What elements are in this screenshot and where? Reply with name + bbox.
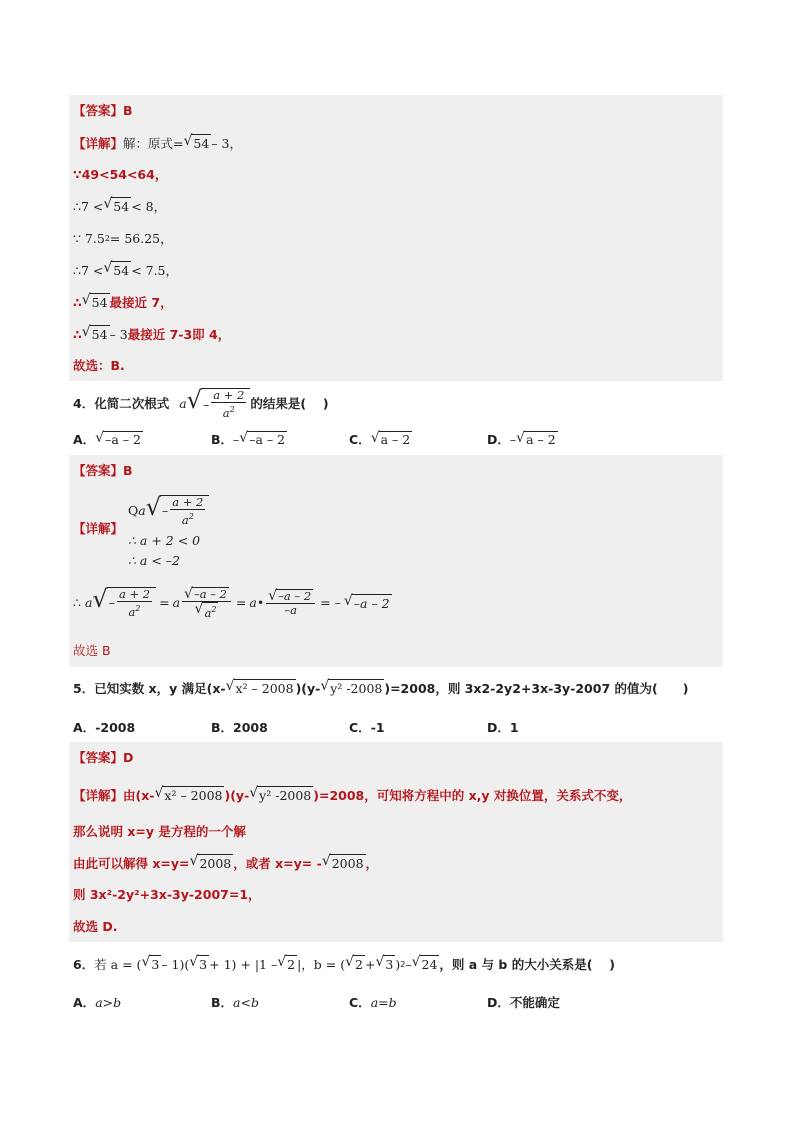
q5-option-a[interactable]: A． -2008 <box>73 719 136 735</box>
q4-detail-line1: Q a √ – $\frac{a + 2}{a^2}$ <box>128 494 209 528</box>
q6-option-a[interactable]: A． a>b <box>73 994 122 1010</box>
sqrt: √ 54 <box>103 196 130 214</box>
q3-answer: 【答案】 B <box>73 103 133 118</box>
sqrt: √ 54 <box>81 324 108 342</box>
q4-option-d[interactable]: D． – √ a – 2 <box>487 430 556 447</box>
sqrt: √ 54 <box>183 133 210 151</box>
q5-stem: 5． 已知实数 x，y 满足(x- √ x² – 2008 )(y- √ y² -2008 )=2008，则 3x2-2y2+3x-3y-2007 的值为( ) <box>73 678 689 696</box>
q6-option-b[interactable]: B． a<b <box>211 994 259 1010</box>
sqrt: √ 3 <box>375 954 394 972</box>
sqrt: √ 3 <box>189 954 208 972</box>
q4-detail-line3: ∴ a < –2 <box>128 553 181 568</box>
q5-option-c[interactable]: C． -1 <box>349 719 385 735</box>
sqrt: √ 2 <box>277 954 296 972</box>
sqrt: √ 54 <box>81 292 108 310</box>
q5-conclusion: 故选 D. <box>73 919 118 934</box>
q5-option-d[interactable]: D． 1 <box>487 719 519 735</box>
q5-detail-line2: 那么说明 x=y 是方程的一个解 <box>73 824 246 839</box>
q4-answer: 【答案】 B <box>73 463 133 478</box>
q4-stem: 4． 化简二次根式 a √ – $\frac{a + 2}{a^2}$ 的结果是( ) <box>73 386 329 420</box>
sqrt: √ 2008 <box>189 853 232 871</box>
q3-detail-line3: ∴7 < √ 54 < 8， <box>73 196 167 214</box>
sqrt: √ – $\frac{a + 2}{a^2}$ <box>92 587 156 619</box>
q4-detail-label-line: 【详解】 <box>73 521 124 536</box>
sqrt: √ 2 <box>345 954 363 972</box>
sqrt: √ 24 <box>411 954 438 972</box>
q6-option-c[interactable]: C． a=b <box>349 994 397 1010</box>
sqrt: √ – $\frac{a + 2}{a^2}$ <box>146 495 210 527</box>
q5-detail-line3: 由此可以解得 x=y= √ 2008 ，或者 x=y= - √ 2008 ， <box>73 853 379 871</box>
q4-option-c[interactable]: C． √ a – 2 <box>349 430 411 447</box>
q3-detail-line1: 【详解】 解：原式= √ 54 – 3， <box>73 133 243 151</box>
q5-option-b[interactable]: B． 2008 <box>211 719 268 735</box>
sqrt: √ a – 2 <box>370 430 411 447</box>
q4-conclusion: 故选 B <box>73 643 111 658</box>
q3-detail-line7: ∴ √ 54 – 3 最接近 7-3即 4， <box>73 324 231 342</box>
sqrt: √ – $\frac{a + 2}{a^2}$ <box>187 388 251 420</box>
q4-option-a[interactable]: A． √ –a – 2 <box>73 430 141 447</box>
q4-detail-line4: ∴ a √ – $\frac{a + 2}{a^2}$ = a √ –a – 2 √ $a^2$ = a• √ –a – 2 –a = – √ –a – 2 <box>73 585 390 620</box>
q6-option-d[interactable]: D． 不能确定 <box>487 995 560 1010</box>
sqrt: √ 3 <box>141 954 160 972</box>
q3-detail-line4: ∵ 7.5 2 = 56.25， <box>73 231 173 246</box>
q3-conclusion: 故选：B. <box>73 358 125 373</box>
sqrt: √ y² -2008 <box>320 678 383 696</box>
q4-detail-line2: ∴ a + 2 < 0 <box>128 533 201 548</box>
q5-detail-line1: 【详解】 由(x- √ x² – 2008 )(y- √ y² -2008 )=2008，可知将方程中的 x,y 对换位置，关系式不变， <box>73 785 632 803</box>
sqrt: √ x² – 2008 <box>154 785 223 803</box>
q3-detail-line6: ∴ √ 54 最接近 7， <box>73 292 173 310</box>
sqrt: √ x² – 2008 <box>225 678 294 696</box>
q5-answer: 【答案】 D <box>73 750 134 765</box>
sqrt: √ 2008 <box>321 853 364 871</box>
q3-detail-line5: ∴7 < √ 54 < 7.5， <box>73 260 179 278</box>
sqrt: √ y² -2008 <box>249 785 312 803</box>
sqrt: √ 54 <box>103 260 130 278</box>
sqrt: √ –a – 2 <box>95 430 141 447</box>
sqrt: √ –a – 2 <box>239 430 286 447</box>
q5-detail-line4: 则 3x²-2y²+3x-3y-2007=1， <box>73 887 261 902</box>
q4-option-b[interactable]: B． – √ –a – 2 <box>211 430 286 447</box>
sqrt: √ a – 2 <box>516 430 556 447</box>
q5-solution-panel <box>69 742 723 942</box>
q6-stem: 6． 若 a = ( √ 3 – 1)( √ 3 + 1) + |1 – √ 2 |，b = ( √ 2 + √ 3 ) 2 – √ 24 ，则 a 与 b 的大小关系是( ) <box>73 954 615 972</box>
q3-detail-line2: ∵49<54<64， <box>73 167 168 182</box>
